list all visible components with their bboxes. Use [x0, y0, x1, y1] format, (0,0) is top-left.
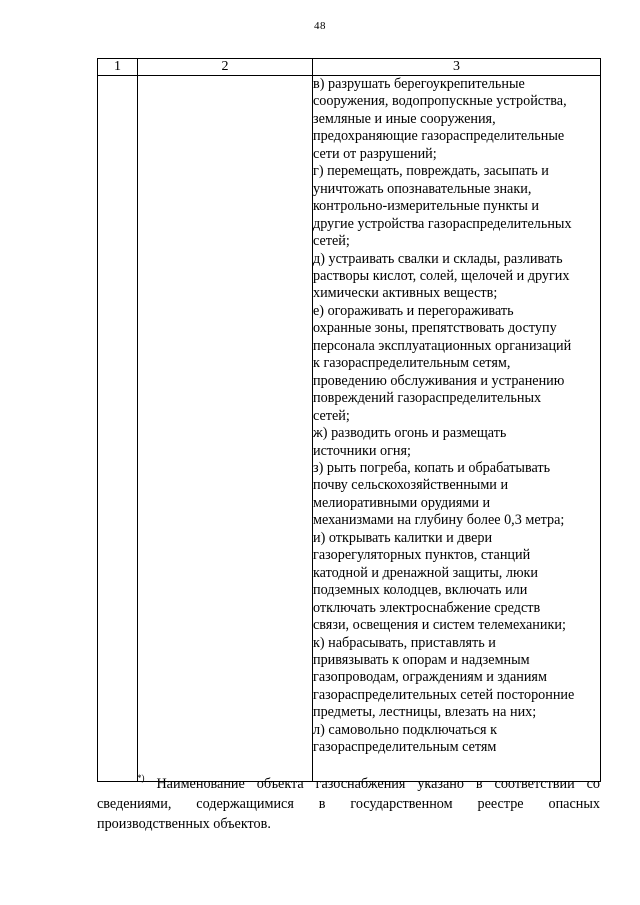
text-line: привязывать к опорам и надземным	[313, 651, 530, 668]
table-row	[98, 76, 601, 782]
column-header-1: 1	[98, 59, 138, 76]
text-line: охранные зоны, препятствовать доступу	[313, 320, 557, 337]
text-line: предохраняющие газораспределительные	[313, 128, 565, 145]
text-line: источники огня;	[313, 442, 411, 459]
text-line: газораспределительных сетей посторонние	[313, 686, 575, 703]
footnote-line-1	[97, 768, 600, 794]
text-line: катодной и дренажной защиты, люки	[313, 564, 539, 581]
column-header-2: 2	[138, 59, 313, 76]
text-line: контрольно-измерительные пункты и	[313, 198, 540, 215]
text-line: д) устраивать свалки и склады, разливать	[313, 250, 563, 267]
text-line: механизмами на глубину более 0,3 метра;	[313, 512, 565, 529]
table-cell-col3	[313, 76, 601, 782]
text-line: е) огораживать и перегораживать	[313, 302, 514, 319]
text-line: повреждений газораспределительных	[313, 390, 542, 407]
text-line: сооружения, водопропускные устройства,	[313, 93, 567, 110]
text-line: ж) разводить огонь и размещать	[313, 425, 507, 442]
footnote-line-3: производственных объектов.	[97, 816, 271, 832]
table-header-row	[98, 59, 601, 76]
document-table	[97, 58, 601, 782]
text-line: подземных колодцев, включать или	[313, 582, 528, 599]
text-line: предметы, лестницы, влезать на них;	[313, 704, 537, 721]
text-line: л) самовольно подключаться к	[313, 721, 498, 738]
text-line: к газораспределительным сетям,	[313, 355, 511, 372]
text-line: сети от разрушений;	[313, 145, 437, 162]
text-line: газорегуляторных пунктов, станций	[313, 547, 531, 564]
column-header-3: 3	[313, 59, 601, 76]
table-cell-col2	[138, 76, 313, 782]
text-line: сетей;	[313, 233, 350, 250]
text-line: другие устройства газораспределительных	[313, 215, 572, 232]
text-line: растворы кислот, солей, щелочей и других	[313, 267, 570, 284]
text-line: отключать электроснабжение средств	[313, 599, 541, 616]
page-number: 48	[314, 20, 326, 32]
table-cell-col1	[98, 76, 138, 782]
text-line: мелиоративными орудиями и	[313, 494, 491, 511]
text-line: и) открывать калитки и двери	[313, 529, 493, 546]
text-line: земляные и иные сооружения,	[313, 110, 496, 127]
text-line: уничтожать опознавательные знаки,	[313, 180, 532, 197]
text-line: з) рыть погреба, копать и обрабатывать	[313, 459, 551, 476]
text-line: газораспределительным сетям	[313, 739, 497, 756]
text-line: к) набрасывать, приставлять и	[313, 634, 496, 651]
text-line: проведению обслуживания и устранению	[313, 372, 565, 389]
text-line: связи, освещения и систем телемеханики;	[313, 617, 566, 634]
footnote-line-2: сведениями, содержащимися в государственном реестре опасных	[97, 796, 600, 812]
text-line: газопроводам, ограждениям и зданиям	[313, 669, 547, 686]
footnote	[97, 768, 600, 834]
text-line: в) разрушать берегоукрепительные	[313, 76, 525, 92]
text-line: г) перемещать, повреждать, засыпать и	[313, 163, 549, 180]
footnote-text-1: Наименование объекта газоснабжения указано в соответствии со	[156, 776, 601, 792]
footnote-marker: *)	[137, 773, 145, 783]
text-line: сетей;	[313, 407, 350, 424]
text-line: почву сельскохозяйственными и	[313, 477, 509, 494]
text-line: персонала эксплуатационных организаций	[313, 337, 572, 354]
text-line: химически активных веществ;	[313, 285, 498, 302]
